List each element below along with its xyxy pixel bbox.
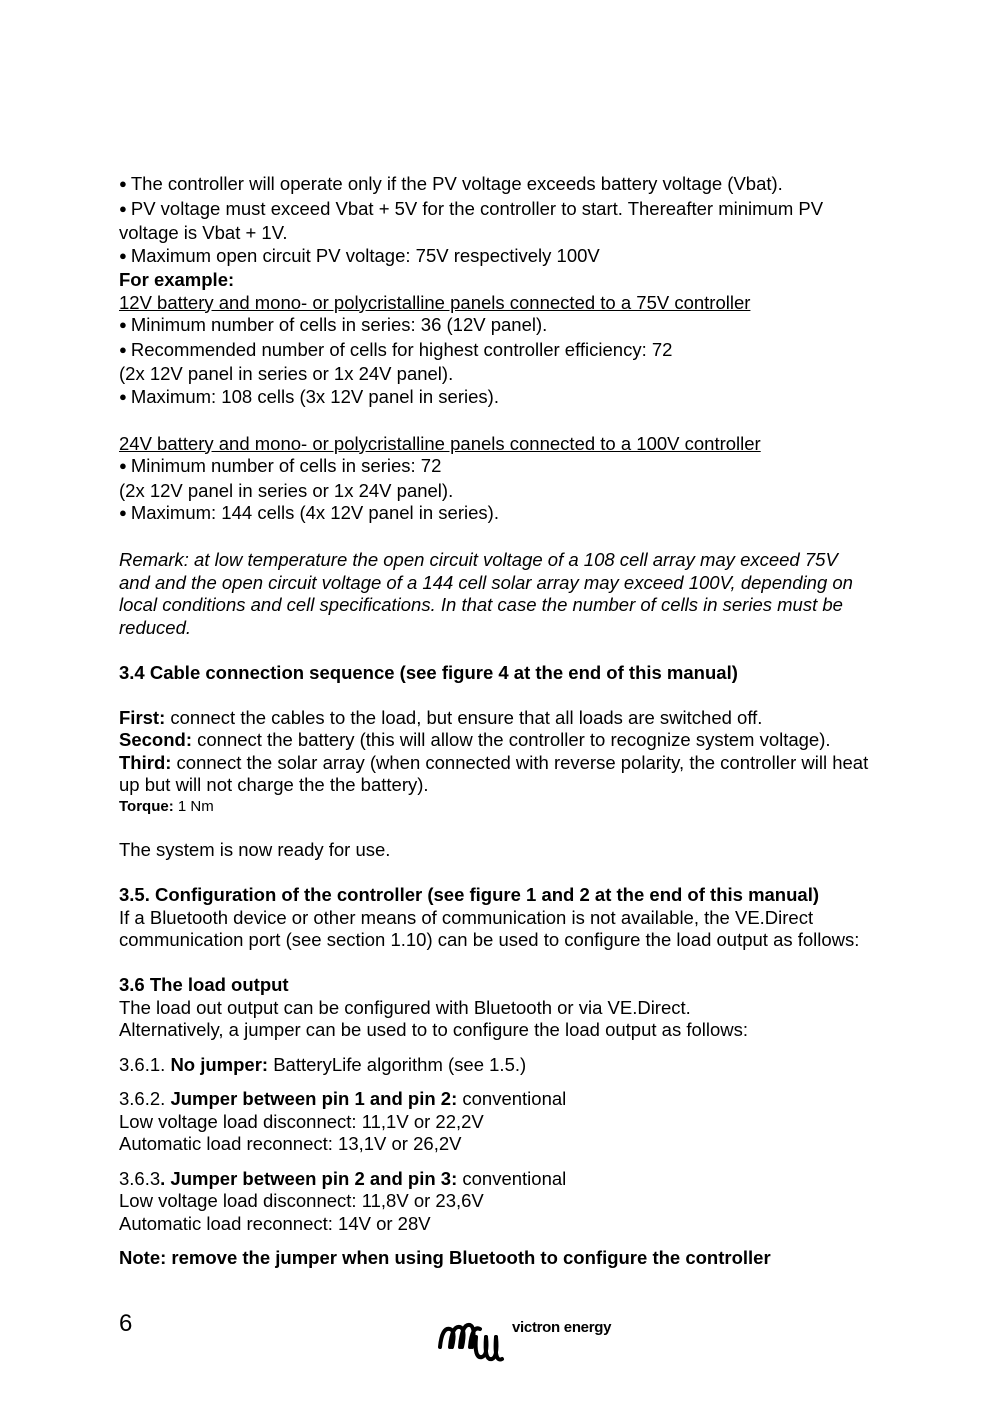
section-3-5-heading: 3.5. Configuration of the controller (see figure 1 and 2 at the end of this manual) — [119, 884, 819, 905]
note: Note: remove the jumper when using Bluetooth to configure the controller — [119, 1247, 771, 1268]
torque — [119, 797, 919, 817]
item-3-6-1 — [119, 1054, 919, 1077]
example2-min-cont: (2x 12V panel in series or 1x 24V panel). — [119, 479, 454, 501]
section-3-4-heading: 3.4 Cable connection sequence (see figure 4 at the end of this manual) — [119, 661, 738, 683]
intro-bullet: ● PV voltage must exceed Vbat + 5V for the controller to start. Thereafter minimum PV — [119, 198, 919, 223]
item-3-6-3-reconnect: Automatic load reconnect: 14V or 28V — [119, 1212, 431, 1234]
example1-max: ● Maximum: 108 cells (3x 12V panel in series). — [119, 386, 919, 411]
example1-recommended-cont: (2x 12V panel in series or 1x 24V panel). — [119, 363, 454, 384]
victron-logo — [436, 1313, 636, 1369]
item-3-6-2-disconnect: Low voltage load disconnect: 11,1V or 22,2V — [119, 1110, 484, 1132]
example2-heading: 24V battery and mono- or polycristalline panels connected to a 100V controller — [119, 432, 761, 454]
item-label: . Jumper between pin 2 and pin 3: — [160, 1167, 458, 1189]
item-3-6-3-disconnect: Low voltage load disconnect: 11,8V or 23,6V — [119, 1190, 484, 1211]
item-text: conventional — [457, 1167, 567, 1189]
step-first-text: connect the cables to the load, but ensure that all loads are switched off. — [165, 706, 763, 728]
page-number: 6 — [119, 1310, 133, 1337]
example-heading: For example: — [119, 269, 235, 290]
item-number: 3.6.2. — [119, 1088, 171, 1109]
remark-line: local conditions and cell specifications. In that case the number of cells in series must be — [119, 594, 843, 615]
example1-recommended: ● Recommended number of cells for highest controller efficiency: 72 — [119, 339, 919, 364]
item-text: BatteryLife algorithm (see 1.5.) — [268, 1053, 527, 1075]
item-label: No jumper: — [170, 1053, 269, 1075]
step-third-cont: up but will not charge the the battery). — [119, 774, 429, 795]
step-second-text: connect the battery (this will allow the controller to recognize system voltage). — [191, 729, 831, 750]
example1-heading: 12V battery and mono- or polycristalline panels connected to a 75V controller — [119, 291, 751, 313]
victron-waves-icon — [436, 1313, 508, 1369]
example2-min-cells: ● Minimum number of cells in series: 72 — [119, 455, 919, 480]
step-third-label: Third: — [119, 751, 172, 773]
ready-text: The system is now ready for use. — [119, 839, 391, 860]
example1-min-cells: ● Minimum number of cells in series: 36 (12V panel). — [119, 314, 919, 339]
intro-bullet: ● The controller will operate only if the PV voltage exceeds battery voltage (Vbat). — [119, 173, 919, 198]
section-3-5-line: If a Bluetooth device or other means of communication is not available, the VE.Direct — [119, 906, 814, 928]
item-number: 3.6.1. — [119, 1053, 171, 1075]
item-3-6-2-reconnect: Automatic load reconnect: 13,1V or 26,2V — [119, 1133, 462, 1154]
torque-label: Torque: — [119, 797, 174, 815]
step-second — [119, 729, 919, 752]
step-second-label: Second: — [119, 729, 192, 750]
page-content — [119, 173, 919, 1270]
remark-line: reduced. — [119, 616, 191, 638]
step-first — [119, 707, 919, 730]
item-text: conventional — [457, 1088, 567, 1109]
item-3-6-3 — [119, 1168, 919, 1191]
item-3-6-2 — [119, 1088, 919, 1111]
section-3-5-line: communication port (see section 1.10) can be used to configure the load output as follows: — [119, 929, 860, 950]
remark-line: and and the open circuit voltage of a 144 cell solar array may exceed 100V, depending on — [119, 571, 853, 593]
step-first-label: First: — [119, 706, 166, 728]
logo-text: victron energy — [512, 1319, 612, 1336]
item-number: 3.6.3 — [119, 1167, 161, 1189]
intro-bullet: ● Maximum open circuit PV voltage: 75V respectively 100V — [119, 245, 919, 270]
section-3-6-line: Alternatively, a jumper can be used to to configure the load output as follows: — [119, 1019, 749, 1040]
step-third — [119, 752, 919, 775]
example2-max: ● Maximum: 144 cells (4x 12V panel in series). — [119, 502, 919, 527]
section-3-6-line: The load out output can be configured with Bluetooth or via VE.Direct. — [119, 996, 691, 1018]
item-label: Jumper between pin 1 and pin 2: — [170, 1088, 458, 1109]
remark-line: Remark: at low temperature the open circuit voltage of a 108 cell array may exceed 75V — [119, 549, 838, 570]
intro-continuation: voltage is Vbat + 1V. — [119, 222, 288, 243]
torque-value: 1 Nm — [173, 797, 214, 815]
step-third-text: connect the solar array (when connected with reverse polarity, the controller will heat — [171, 751, 869, 773]
section-3-6-heading: 3.6 The load output — [119, 974, 289, 995]
